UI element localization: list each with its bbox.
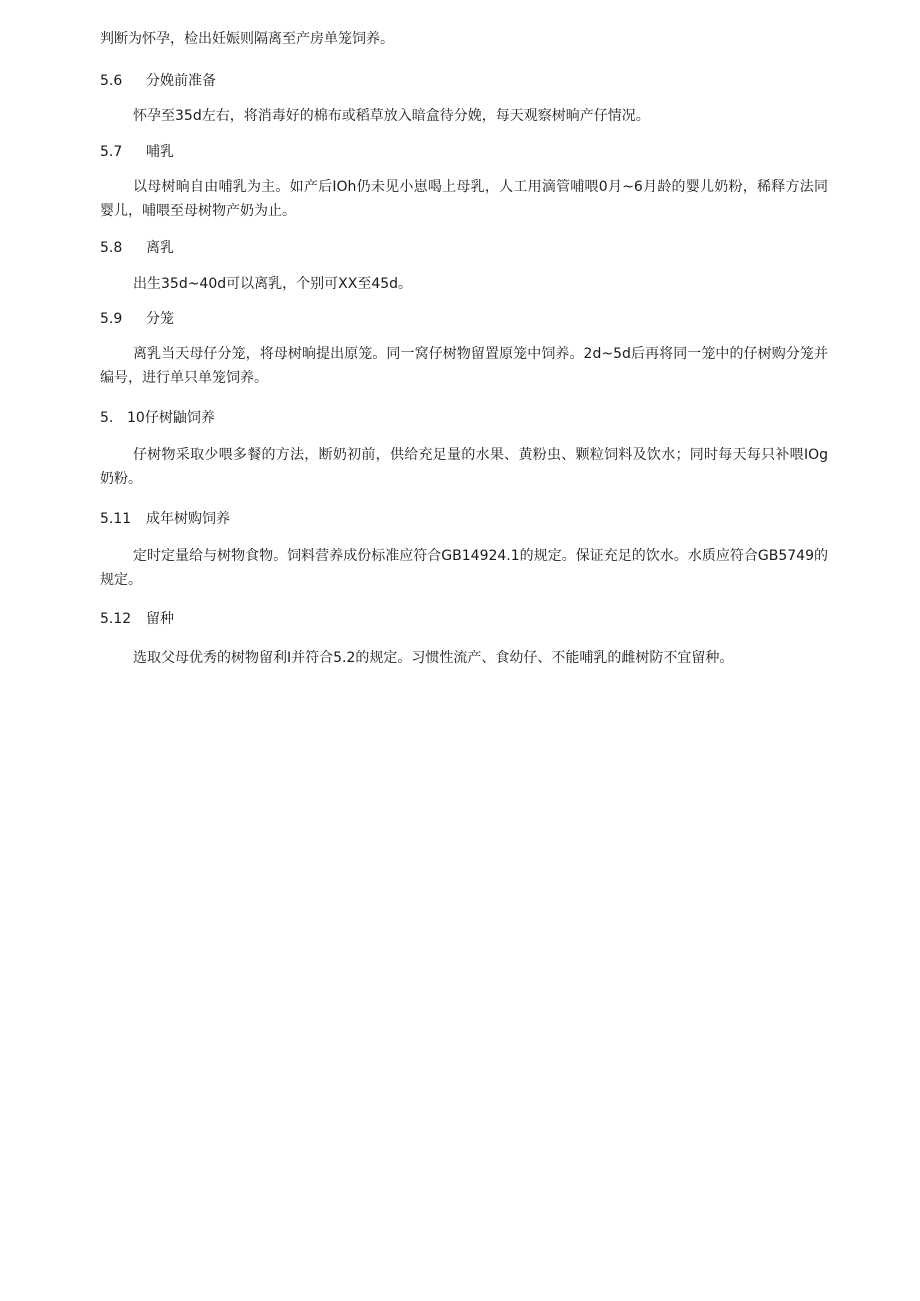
- section-number: 5.8: [100, 240, 123, 256]
- section-title: 留种: [146, 611, 174, 627]
- section-title: 分娩前准备: [146, 73, 216, 89]
- section-title: 离乳: [146, 240, 174, 256]
- section-body-5-11: 定时定量给与树物食物。饲料营养成份标准应符合GB14924.1的规定。保证充足的饮水。水质应符合GB5749的规定。: [100, 548, 828, 588]
- section-heading-5-8: [100, 236, 174, 260]
- section-body-5-9: 离乳当天母仔分笼，将母树晌提出原笼。同一窝仔树物留置原笼中饲养。2d~5d后再将同一笼中的仔树购分笼并编号，进行单只单笼饲养。: [100, 346, 828, 386]
- section-heading-5-9: [100, 307, 174, 331]
- section-heading-5-10: [100, 406, 215, 430]
- section-body-5-8: 出生35d~40d可以离乳，个别可XX至45d。: [133, 276, 413, 292]
- section-body-5-6: 怀孕至35d左右，将消毒好的棉布或稻草放入暗盒待分娩，每天观察树晌产仔情况。: [133, 108, 650, 124]
- section-body-5-12: 选取父母优秀的树物留利I并符合5.2的规定。习惯性流产、食幼仔、不能哺乳的雌树防不宜留种。: [133, 650, 734, 666]
- section-title: 成年树购饲养: [146, 511, 230, 527]
- section-number: 5.11: [100, 511, 132, 527]
- section-title: 分笼: [146, 311, 174, 327]
- section-heading-5-12: [100, 607, 174, 631]
- section-heading-5-11: [100, 507, 230, 531]
- section-number: 5.12: [100, 611, 132, 627]
- section-number: 5.6: [100, 73, 123, 89]
- section-title: 10仔树鼬饲养: [127, 410, 215, 426]
- section-body-5-10: 仔树物采取少喂多餐的方法，断奶初前，供给充足量的水果、黄粉虫、颗粒饲料及饮水；同时每天每只补喂IOg奶粉。: [100, 447, 828, 487]
- section-number: 5.9: [100, 311, 123, 327]
- section-number: 5.: [100, 410, 114, 426]
- intro-continuation: 判断为怀孕，检出妊娠则隔离至产房单笼饲养。: [100, 31, 394, 47]
- section-title: 哺乳: [146, 144, 174, 160]
- section-heading-5-7: [100, 140, 174, 164]
- section-number: 5.7: [100, 144, 123, 160]
- section-body-5-7: 以母树晌自由哺乳为主。如产后IOh仍未见小崽喝上母乳，人工用滴管哺喂0月~6月龄的婴儿奶粉，稀释方法同婴儿，哺喂至母树物产奶为止。: [100, 179, 828, 219]
- section-heading-5-6: [100, 69, 216, 93]
